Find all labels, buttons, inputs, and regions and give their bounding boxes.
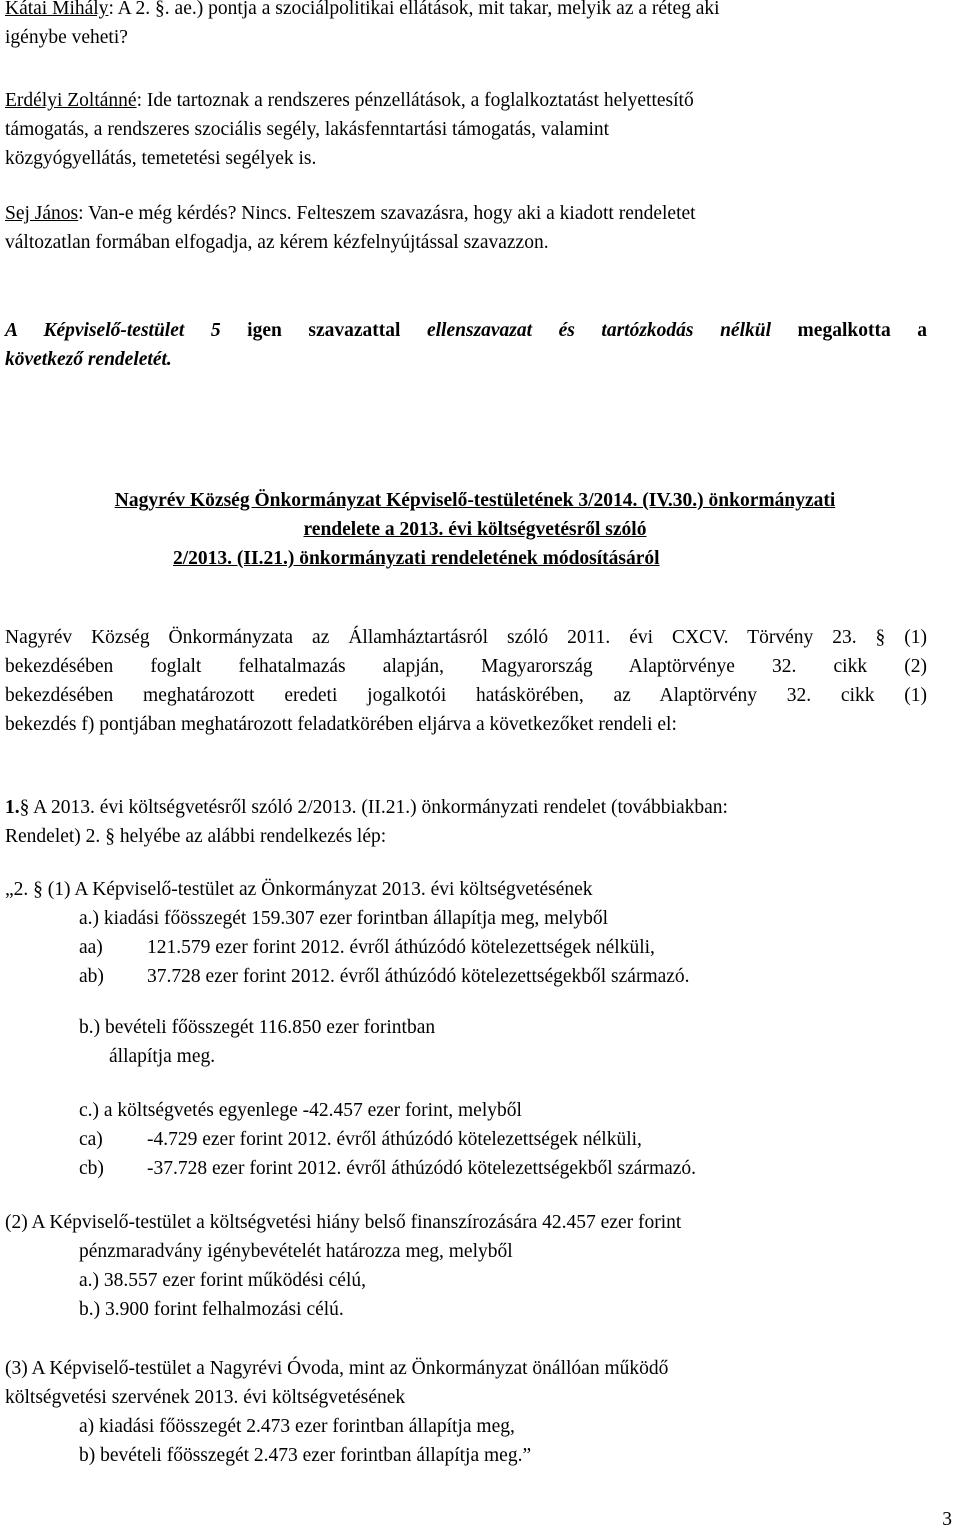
speech-text: . ae.) pontja a szociálpolitikai ellátások, mit takar, melyik az a réteg aki: [164, 0, 720, 19]
speech-text: : Ide tartoznak a rendszeres pénzellátások, a foglalkoztatást helyettesítő: [136, 90, 694, 111]
paragraph-2: (2) A Képviselő-testület a költségvetési hiány belső finanszírozására 42.457 ezer forint: [5, 1212, 682, 1233]
section-sign: §: [105, 826, 115, 847]
section-sign: §: [19, 797, 30, 818]
page-number: 3: [942, 1509, 952, 1530]
section-sign: §: [33, 879, 43, 900]
regulation-title: [0, 486, 950, 544]
speech-text: közgyógyellátás, temetetési segélyek is.: [5, 148, 317, 169]
list-label: cb): [79, 1158, 104, 1179]
list-item: [79, 933, 655, 962]
list-item: a.) 38.557 ezer forint működési célú,: [79, 1270, 366, 1291]
list-label: ca): [79, 1129, 103, 1150]
vote-result-text: ellenszavazat és tartózkodás nélkül: [426, 320, 771, 341]
list-item: b.) bevételi főösszegét 116.850 ezer forintban: [79, 1017, 436, 1038]
vote-result-text: következő rendeletét.: [5, 349, 172, 370]
speech-text: változatlan formában elfogadja, az kérem kézfelnyújtással szavazzon.: [5, 232, 549, 253]
preamble-text: Nagyrév Község Önkormányzata az Államháztartásról szóló 2011. évi CXCV. Törvény 23.: [5, 627, 857, 648]
list-label: ab): [79, 966, 104, 987]
list-item: a) kiadási főösszegét 2.473 ezer forintban állapítja meg,: [79, 1416, 515, 1437]
list-item: b.) 3.900 forint felhalmozási célú.: [79, 1299, 344, 1320]
section-1: [5, 793, 927, 851]
section-text: Rendelet) 2.: [5, 826, 101, 847]
list-text: -4.729 ezer forint 2012. évről áthúzódó kötelezettségek nélküli,: [147, 1129, 642, 1150]
section-number: 1.: [5, 797, 20, 818]
speaker-name: Sej János: [5, 203, 79, 224]
preamble-text: bekezdés f) pontjában meghatározott feladatkörében eljárva a következőket rendeli el:: [5, 714, 677, 735]
preamble-text: (1): [885, 627, 928, 648]
speaker-name: Kátai Mihály: [5, 0, 109, 19]
section-sign: §: [155, 0, 165, 19]
section-sign: §: [875, 627, 886, 648]
list-item: [79, 1154, 696, 1183]
list-text: -37.728 ezer forint 2012. évről áthúzódó kötelezettségekből származó.: [147, 1158, 697, 1179]
vote-result: [5, 316, 927, 345]
section-text: (1) A Képviselő-testület az Önkormányzat 2013. évi költségvetésének: [42, 879, 593, 900]
section-2-head: [5, 875, 593, 904]
list-text: 37.728 ezer forint 2012. évről áthúzódó kötelezettségekből származó.: [147, 966, 690, 987]
speech-text: : Van-e még kérdés? Nincs. Felteszem szavazásra, hogy aki a kiadott rendeletet: [78, 203, 696, 224]
speech-text: : A 2.: [108, 0, 151, 19]
section-text: A 2013. évi költségvetésről szóló 2/2013. (II.21.) önkormányzati rendelet (továbbiakban:: [29, 797, 728, 818]
list-item: c.) a költségvetés egyenlege -42.457 ezer forint, melyből: [79, 1100, 522, 1121]
speech-katai: [5, 0, 927, 52]
paragraph-3: (3) A Képviselő-testület a Nagyrévi Óvoda, mint az Önkormányzat önállóan működő: [5, 1358, 669, 1379]
list-item: a.) kiadási főösszegét 159.307 ezer forintban állapítja meg, melyből: [79, 908, 609, 929]
title-line: Nagyrév Község Önkormányzat Képviselő-testületének 3/2014. (IV.30.) önkormányzati: [114, 490, 836, 511]
section-text: „2.: [5, 879, 29, 900]
paragraph-3-line: költségvetési szervének 2013. évi költségvetésének: [5, 1387, 406, 1408]
speech-text: igénybe veheti?: [5, 27, 128, 48]
speaker-name: Erdélyi Zoltánné: [5, 90, 137, 111]
speech-erdelyi: [5, 86, 927, 173]
list-label: aa): [79, 937, 103, 958]
list-item: b) bevételi főösszegét 2.473 ezer forintban állapítja meg.”: [79, 1445, 532, 1466]
vote-result-text: megalkotta a: [771, 320, 928, 341]
speech-sej: [5, 199, 927, 257]
vote-result-text: igen szavazattal: [220, 320, 427, 341]
preamble-text: bekezdésében foglalt felhatalmazás alapján, Magyarország Alaptörvénye 32. cikk (2): [5, 656, 927, 677]
list-item: [79, 962, 690, 991]
paragraph-2-line: pénzmaradvány igénybevételét határozza meg, melyből: [79, 1241, 513, 1262]
title-line: rendelete a 2013. évi költségvetésről szóló: [303, 519, 647, 540]
speech-text: támogatás, a rendszeres szociális segély, lakásfenntartási támogatás, valamint: [5, 119, 610, 140]
section-text: helyébe az alábbi rendelkezés lép:: [114, 826, 387, 847]
preamble: [5, 623, 927, 739]
list-item: [79, 1125, 642, 1154]
list-item: állapítja meg.: [109, 1046, 216, 1067]
vote-result-line2: [5, 345, 927, 374]
preamble-text: bekezdésében meghatározott eredeti jogalkotói hatáskörében, az Alaptörvény 32. cikk (1): [5, 685, 927, 706]
list-text: 121.579 ezer forint 2012. évről áthúzódó kötelezettségek nélküli,: [147, 937, 655, 958]
title-line: 2/2013. (II.21.) önkormányzati rendeletének módosításáról: [173, 548, 660, 569]
vote-result-text: A Képviselő-testület 5: [5, 320, 221, 341]
